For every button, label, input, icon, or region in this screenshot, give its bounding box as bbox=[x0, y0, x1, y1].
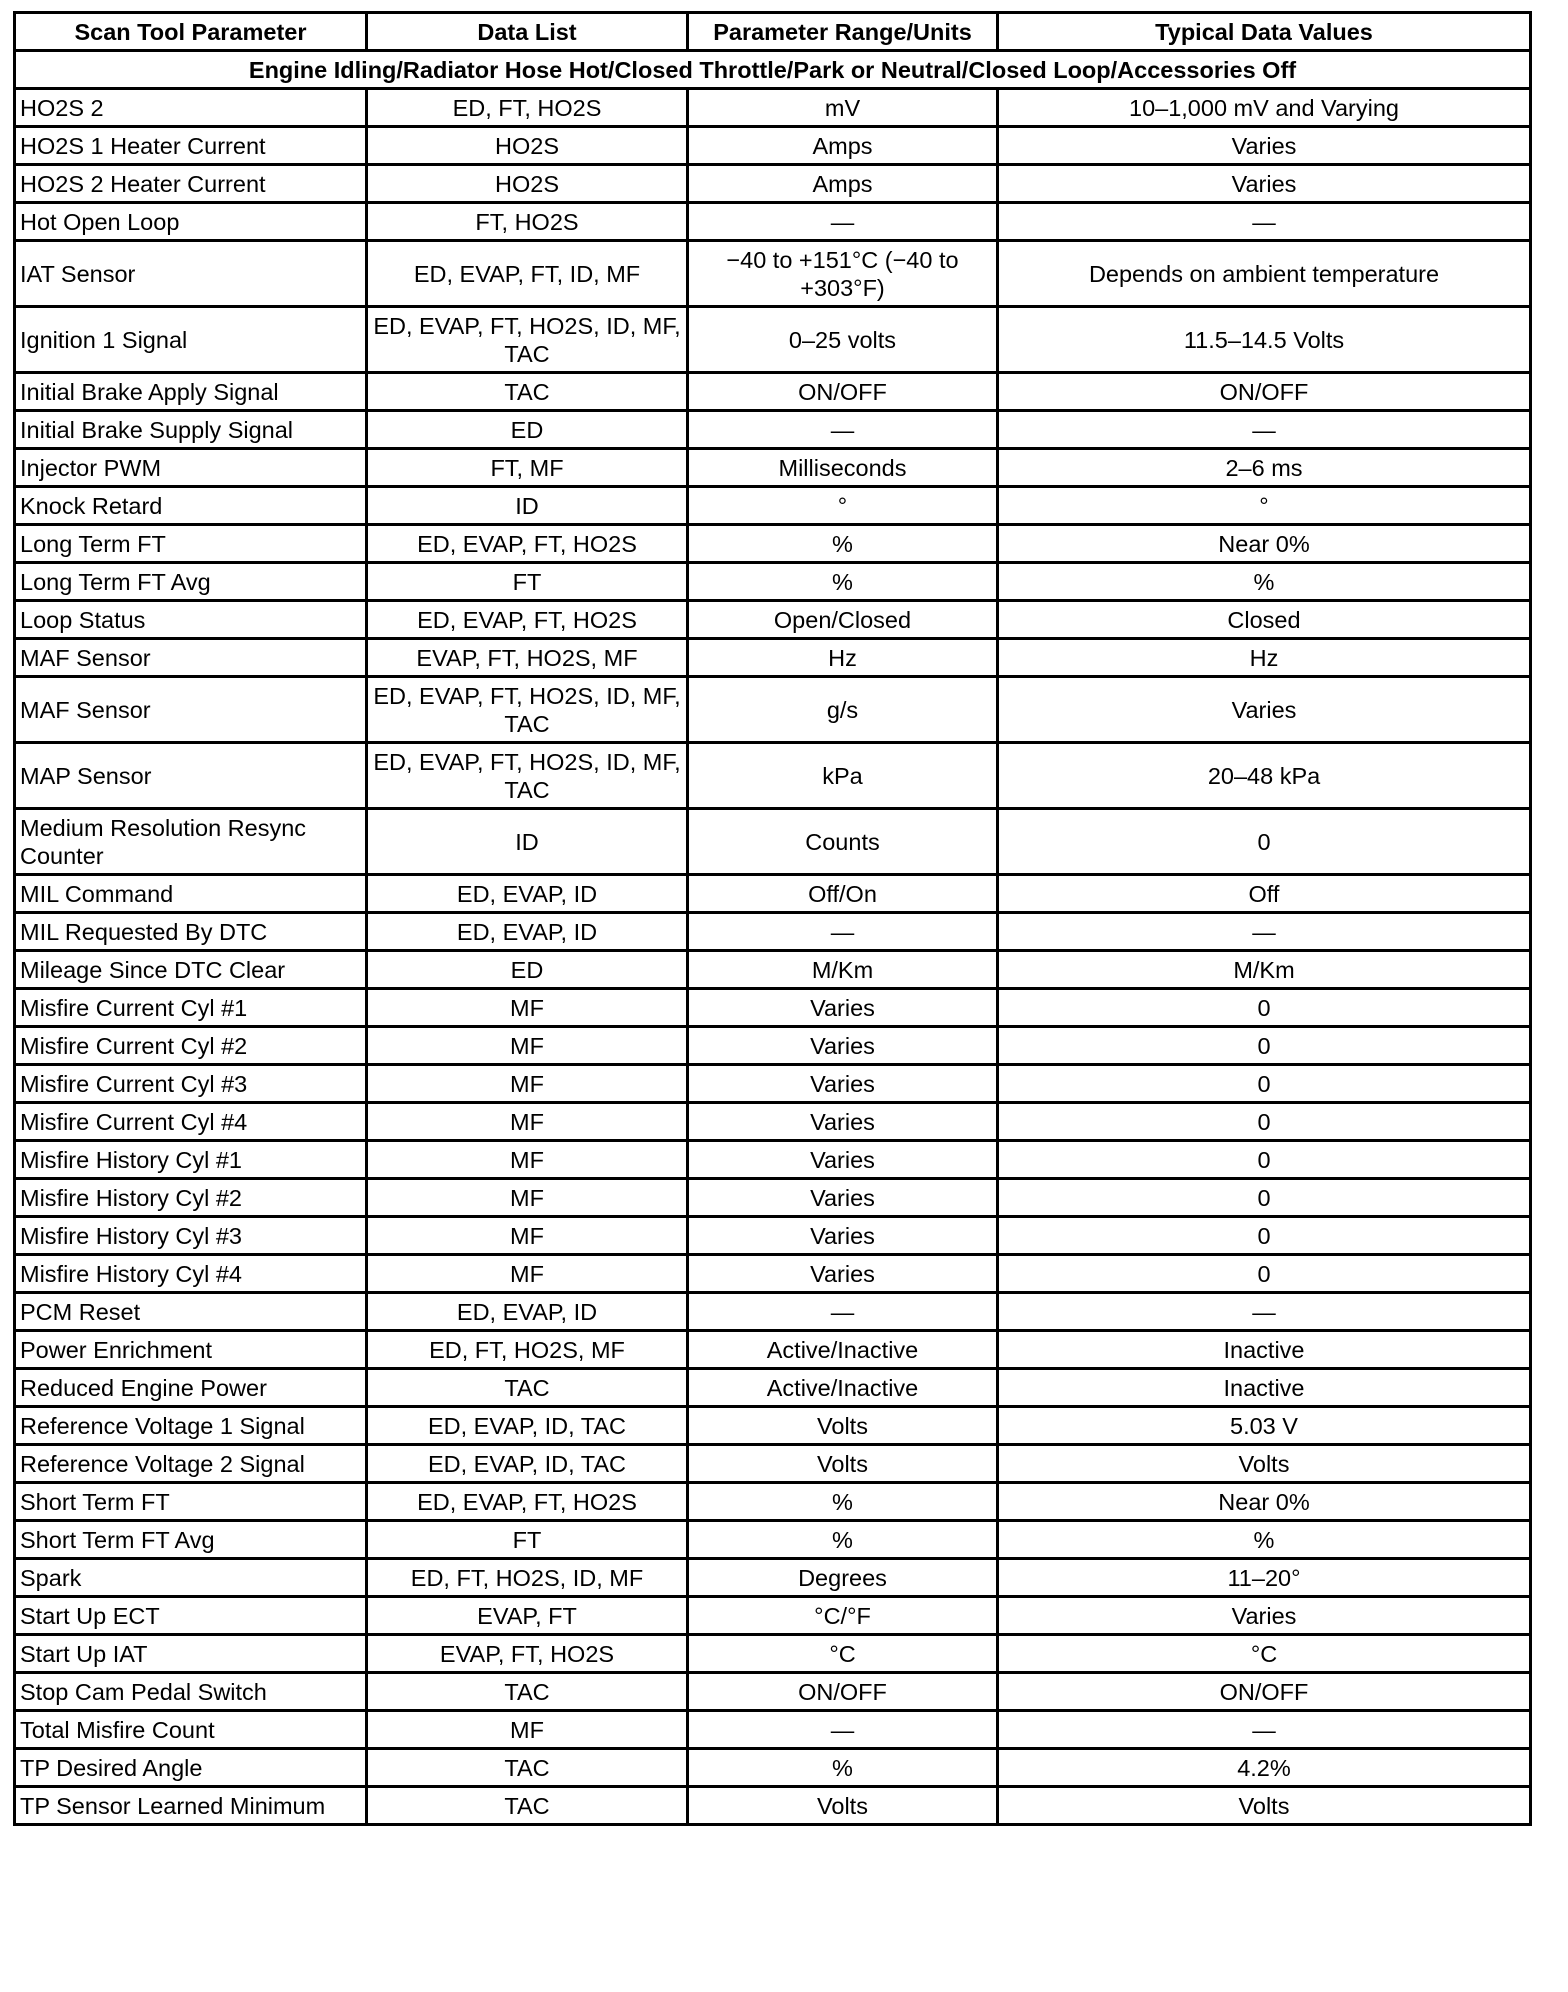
parameter-name: MAP Sensor bbox=[15, 743, 367, 809]
table-row bbox=[15, 1331, 1531, 1369]
table-row bbox=[15, 89, 1531, 127]
data-list: TAC bbox=[367, 1749, 688, 1787]
table-row bbox=[15, 307, 1531, 373]
parameter-range: °C/°F bbox=[688, 1597, 998, 1635]
parameter-range: Varies bbox=[688, 1179, 998, 1217]
typical-value: — bbox=[998, 411, 1531, 449]
typical-value: 0 bbox=[998, 809, 1531, 875]
table-row bbox=[15, 563, 1531, 601]
condition-row bbox=[15, 51, 1531, 89]
parameter-range: °C bbox=[688, 1635, 998, 1673]
data-list: MF bbox=[367, 1141, 688, 1179]
parameter-name: IAT Sensor bbox=[15, 241, 367, 307]
table-row bbox=[15, 1407, 1531, 1445]
parameter-range: Milliseconds bbox=[688, 449, 998, 487]
table-row bbox=[15, 809, 1531, 875]
parameter-name: Injector PWM bbox=[15, 449, 367, 487]
data-list: TAC bbox=[367, 1787, 688, 1825]
table-row bbox=[15, 677, 1531, 743]
parameter-range: — bbox=[688, 1293, 998, 1331]
data-list: MF bbox=[367, 1027, 688, 1065]
typical-value: ° bbox=[998, 487, 1531, 525]
parameter-range: Counts bbox=[688, 809, 998, 875]
parameter-name: Long Term FT Avg bbox=[15, 563, 367, 601]
data-list: EVAP, FT, HO2S bbox=[367, 1635, 688, 1673]
table-row bbox=[15, 989, 1531, 1027]
typical-value: 0 bbox=[998, 1179, 1531, 1217]
table-row bbox=[15, 411, 1531, 449]
parameter-range: — bbox=[688, 411, 998, 449]
parameter-name: Power Enrichment bbox=[15, 1331, 367, 1369]
parameter-range: Varies bbox=[688, 1027, 998, 1065]
parameter-range: % bbox=[688, 1483, 998, 1521]
parameter-range: g/s bbox=[688, 677, 998, 743]
data-list: ED, EVAP, FT, HO2S bbox=[367, 601, 688, 639]
parameter-name: Misfire Current Cyl #1 bbox=[15, 989, 367, 1027]
parameter-name: TP Desired Angle bbox=[15, 1749, 367, 1787]
parameter-name: HO2S 1 Heater Current bbox=[15, 127, 367, 165]
table-row bbox=[15, 639, 1531, 677]
data-list: MF bbox=[367, 1255, 688, 1293]
scan-tool-data-table bbox=[13, 11, 1532, 1826]
table-row bbox=[15, 1597, 1531, 1635]
parameter-name: Initial Brake Supply Signal bbox=[15, 411, 367, 449]
table-row bbox=[15, 1141, 1531, 1179]
table-row bbox=[15, 1293, 1531, 1331]
parameter-name: PCM Reset bbox=[15, 1293, 367, 1331]
typical-value: 0 bbox=[998, 1027, 1531, 1065]
table-row bbox=[15, 165, 1531, 203]
typical-value: Closed bbox=[998, 601, 1531, 639]
table-row bbox=[15, 913, 1531, 951]
table-row bbox=[15, 1445, 1531, 1483]
parameter-range: Amps bbox=[688, 165, 998, 203]
data-list: MF bbox=[367, 1179, 688, 1217]
parameter-name: Spark bbox=[15, 1559, 367, 1597]
data-list: ED, FT, HO2S, MF bbox=[367, 1331, 688, 1369]
table-row bbox=[15, 449, 1531, 487]
parameter-name: HO2S 2 Heater Current bbox=[15, 165, 367, 203]
operating-condition: Engine Idling/Radiator Hose Hot/Closed Throttle/Park or Neutral/Closed Loop/Accessories Off bbox=[15, 51, 1531, 89]
typical-value: Inactive bbox=[998, 1369, 1531, 1407]
data-list: ED, EVAP, FT, HO2S bbox=[367, 525, 688, 563]
parameter-name: Short Term FT Avg bbox=[15, 1521, 367, 1559]
table-row bbox=[15, 127, 1531, 165]
parameter-range: ON/OFF bbox=[688, 373, 998, 411]
data-list: ED, EVAP, FT, HO2S bbox=[367, 1483, 688, 1521]
table-row bbox=[15, 1027, 1531, 1065]
parameter-range: ° bbox=[688, 487, 998, 525]
typical-value: 4.2% bbox=[998, 1749, 1531, 1787]
parameter-range: — bbox=[688, 203, 998, 241]
parameter-name: MIL Requested By DTC bbox=[15, 913, 367, 951]
parameter-name: Knock Retard bbox=[15, 487, 367, 525]
parameter-name: Reference Voltage 1 Signal bbox=[15, 1407, 367, 1445]
typical-value: 2–6 ms bbox=[998, 449, 1531, 487]
data-list: ED, FT, HO2S, ID, MF bbox=[367, 1559, 688, 1597]
typical-value: 0 bbox=[998, 1065, 1531, 1103]
typical-value: 20–48 kPa bbox=[998, 743, 1531, 809]
data-list: ED bbox=[367, 951, 688, 989]
parameter-name: MIL Command bbox=[15, 875, 367, 913]
parameter-range: Varies bbox=[688, 1141, 998, 1179]
data-list: ED, EVAP, ID, TAC bbox=[367, 1445, 688, 1483]
typical-value: Off bbox=[998, 875, 1531, 913]
parameter-range: % bbox=[688, 1749, 998, 1787]
parameter-range: Hz bbox=[688, 639, 998, 677]
table-row bbox=[15, 875, 1531, 913]
parameter-range: −40 to +151°C (−40 to +303°F) bbox=[688, 241, 998, 307]
data-list: MF bbox=[367, 1217, 688, 1255]
parameter-name: Misfire History Cyl #1 bbox=[15, 1141, 367, 1179]
parameter-name: HO2S 2 bbox=[15, 89, 367, 127]
data-list: TAC bbox=[367, 1673, 688, 1711]
parameter-name: Misfire History Cyl #4 bbox=[15, 1255, 367, 1293]
typical-value: — bbox=[998, 1711, 1531, 1749]
data-list: ED, EVAP, ID bbox=[367, 913, 688, 951]
data-list: ID bbox=[367, 809, 688, 875]
parameter-name: MAF Sensor bbox=[15, 639, 367, 677]
parameter-range: M/Km bbox=[688, 951, 998, 989]
parameter-range: Varies bbox=[688, 1103, 998, 1141]
data-list: FT bbox=[367, 563, 688, 601]
typical-value: 11.5–14.5 Volts bbox=[998, 307, 1531, 373]
data-list: FT bbox=[367, 1521, 688, 1559]
parameter-name: Medium Resolution Resync Counter bbox=[15, 809, 367, 875]
table-row bbox=[15, 1673, 1531, 1711]
typical-value: Near 0% bbox=[998, 525, 1531, 563]
parameter-range: % bbox=[688, 1521, 998, 1559]
parameter-name: Short Term FT bbox=[15, 1483, 367, 1521]
table-row bbox=[15, 1369, 1531, 1407]
typical-value: Varies bbox=[998, 127, 1531, 165]
data-list: ED bbox=[367, 411, 688, 449]
data-list: ID bbox=[367, 487, 688, 525]
typical-value: — bbox=[998, 1293, 1531, 1331]
data-list: ED, EVAP, ID bbox=[367, 875, 688, 913]
parameter-name: Reduced Engine Power bbox=[15, 1369, 367, 1407]
parameter-name: Total Misfire Count bbox=[15, 1711, 367, 1749]
table-row bbox=[15, 1711, 1531, 1749]
parameter-range: Volts bbox=[688, 1445, 998, 1483]
parameter-name: MAF Sensor bbox=[15, 677, 367, 743]
table-row bbox=[15, 1559, 1531, 1597]
parameter-name: Hot Open Loop bbox=[15, 203, 367, 241]
table-row bbox=[15, 1635, 1531, 1673]
parameter-name: Start Up ECT bbox=[15, 1597, 367, 1635]
parameter-name: Misfire Current Cyl #3 bbox=[15, 1065, 367, 1103]
parameter-name: Misfire History Cyl #3 bbox=[15, 1217, 367, 1255]
typical-value: Varies bbox=[998, 165, 1531, 203]
typical-value: Depends on ambient temperature bbox=[998, 241, 1531, 307]
data-list: MF bbox=[367, 1065, 688, 1103]
typical-value: — bbox=[998, 913, 1531, 951]
data-list: ED, EVAP, FT, HO2S, ID, MF, TAC bbox=[367, 677, 688, 743]
header-scan-tool-parameter: Scan Tool Parameter bbox=[15, 13, 367, 51]
parameter-name: TP Sensor Learned Minimum bbox=[15, 1787, 367, 1825]
table-row bbox=[15, 203, 1531, 241]
data-list: MF bbox=[367, 1103, 688, 1141]
data-list: HO2S bbox=[367, 165, 688, 203]
data-list: ED, EVAP, ID bbox=[367, 1293, 688, 1331]
parameter-range: Varies bbox=[688, 989, 998, 1027]
table-row bbox=[15, 1749, 1531, 1787]
parameter-range: — bbox=[688, 1711, 998, 1749]
typical-value: Volts bbox=[998, 1445, 1531, 1483]
data-list: FT, MF bbox=[367, 449, 688, 487]
typical-value: % bbox=[998, 563, 1531, 601]
data-list: TAC bbox=[367, 1369, 688, 1407]
data-list: ED, EVAP, ID, TAC bbox=[367, 1407, 688, 1445]
header-parameter-range-units: Parameter Range/Units bbox=[688, 13, 998, 51]
table-row bbox=[15, 1255, 1531, 1293]
parameter-range: Active/Inactive bbox=[688, 1331, 998, 1369]
table-row bbox=[15, 1065, 1531, 1103]
data-list: ED, FT, HO2S bbox=[367, 89, 688, 127]
typical-value: 0 bbox=[998, 1103, 1531, 1141]
parameter-range: ON/OFF bbox=[688, 1673, 998, 1711]
table-row bbox=[15, 525, 1531, 563]
data-list: EVAP, FT bbox=[367, 1597, 688, 1635]
typical-value: 0 bbox=[998, 1217, 1531, 1255]
parameter-name: Loop Status bbox=[15, 601, 367, 639]
parameter-range: % bbox=[688, 525, 998, 563]
table-row bbox=[15, 487, 1531, 525]
parameter-range: Active/Inactive bbox=[688, 1369, 998, 1407]
typical-value: °C bbox=[998, 1635, 1531, 1673]
parameter-range: Varies bbox=[688, 1065, 998, 1103]
data-list: EVAP, FT, HO2S, MF bbox=[367, 639, 688, 677]
header-typical-data-values: Typical Data Values bbox=[998, 13, 1531, 51]
parameter-name: Initial Brake Apply Signal bbox=[15, 373, 367, 411]
data-list: TAC bbox=[367, 373, 688, 411]
parameter-name: Misfire Current Cyl #2 bbox=[15, 1027, 367, 1065]
typical-value: ON/OFF bbox=[998, 1673, 1531, 1711]
parameter-name: Misfire History Cyl #2 bbox=[15, 1179, 367, 1217]
parameter-range: Varies bbox=[688, 1217, 998, 1255]
table-row bbox=[15, 1521, 1531, 1559]
data-list: ED, EVAP, FT, HO2S, ID, MF, TAC bbox=[367, 743, 688, 809]
table-row bbox=[15, 743, 1531, 809]
typical-value: Varies bbox=[998, 677, 1531, 743]
table-row bbox=[15, 601, 1531, 639]
typical-value: Near 0% bbox=[998, 1483, 1531, 1521]
parameter-range: Open/Closed bbox=[688, 601, 998, 639]
parameter-name: Mileage Since DTC Clear bbox=[15, 951, 367, 989]
table-row bbox=[15, 1179, 1531, 1217]
parameter-name: Ignition 1 Signal bbox=[15, 307, 367, 373]
typical-value: ON/OFF bbox=[998, 373, 1531, 411]
data-list: MF bbox=[367, 989, 688, 1027]
typical-value: — bbox=[998, 203, 1531, 241]
table-row bbox=[15, 1217, 1531, 1255]
data-list: ED, EVAP, FT, HO2S, ID, MF, TAC bbox=[367, 307, 688, 373]
typical-value: 0 bbox=[998, 989, 1531, 1027]
typical-value: 5.03 V bbox=[998, 1407, 1531, 1445]
parameter-range: Varies bbox=[688, 1255, 998, 1293]
table-row bbox=[15, 1103, 1531, 1141]
parameter-name: Stop Cam Pedal Switch bbox=[15, 1673, 367, 1711]
table-body bbox=[15, 51, 1531, 1825]
parameter-range: — bbox=[688, 913, 998, 951]
parameter-range: 0–25 volts bbox=[688, 307, 998, 373]
typical-value: 10–1,000 mV and Varying bbox=[998, 89, 1531, 127]
typical-value: Volts bbox=[998, 1787, 1531, 1825]
header-row bbox=[15, 13, 1531, 51]
parameter-name: Long Term FT bbox=[15, 525, 367, 563]
parameter-range: Volts bbox=[688, 1407, 998, 1445]
parameter-range: Volts bbox=[688, 1787, 998, 1825]
parameter-range: Amps bbox=[688, 127, 998, 165]
typical-value: Varies bbox=[998, 1597, 1531, 1635]
table-row bbox=[15, 373, 1531, 411]
header-data-list: Data List bbox=[367, 13, 688, 51]
parameter-name: Reference Voltage 2 Signal bbox=[15, 1445, 367, 1483]
typical-value: M/Km bbox=[998, 951, 1531, 989]
parameter-range: kPa bbox=[688, 743, 998, 809]
data-list: ED, EVAP, FT, ID, MF bbox=[367, 241, 688, 307]
typical-value: % bbox=[998, 1521, 1531, 1559]
typical-value: 0 bbox=[998, 1141, 1531, 1179]
data-list: FT, HO2S bbox=[367, 203, 688, 241]
typical-value: 11–20° bbox=[998, 1559, 1531, 1597]
typical-value: Inactive bbox=[998, 1331, 1531, 1369]
table-row bbox=[15, 1787, 1531, 1825]
data-list: MF bbox=[367, 1711, 688, 1749]
typical-value: 0 bbox=[998, 1255, 1531, 1293]
table-row bbox=[15, 1483, 1531, 1521]
parameter-range: Off/On bbox=[688, 875, 998, 913]
parameter-name: Start Up IAT bbox=[15, 1635, 367, 1673]
data-list: HO2S bbox=[367, 127, 688, 165]
parameter-range: % bbox=[688, 563, 998, 601]
table-row bbox=[15, 951, 1531, 989]
parameter-range: Degrees bbox=[688, 1559, 998, 1597]
parameter-name: Misfire Current Cyl #4 bbox=[15, 1103, 367, 1141]
table-row bbox=[15, 241, 1531, 307]
parameter-range: mV bbox=[688, 89, 998, 127]
typical-value: Hz bbox=[998, 639, 1531, 677]
